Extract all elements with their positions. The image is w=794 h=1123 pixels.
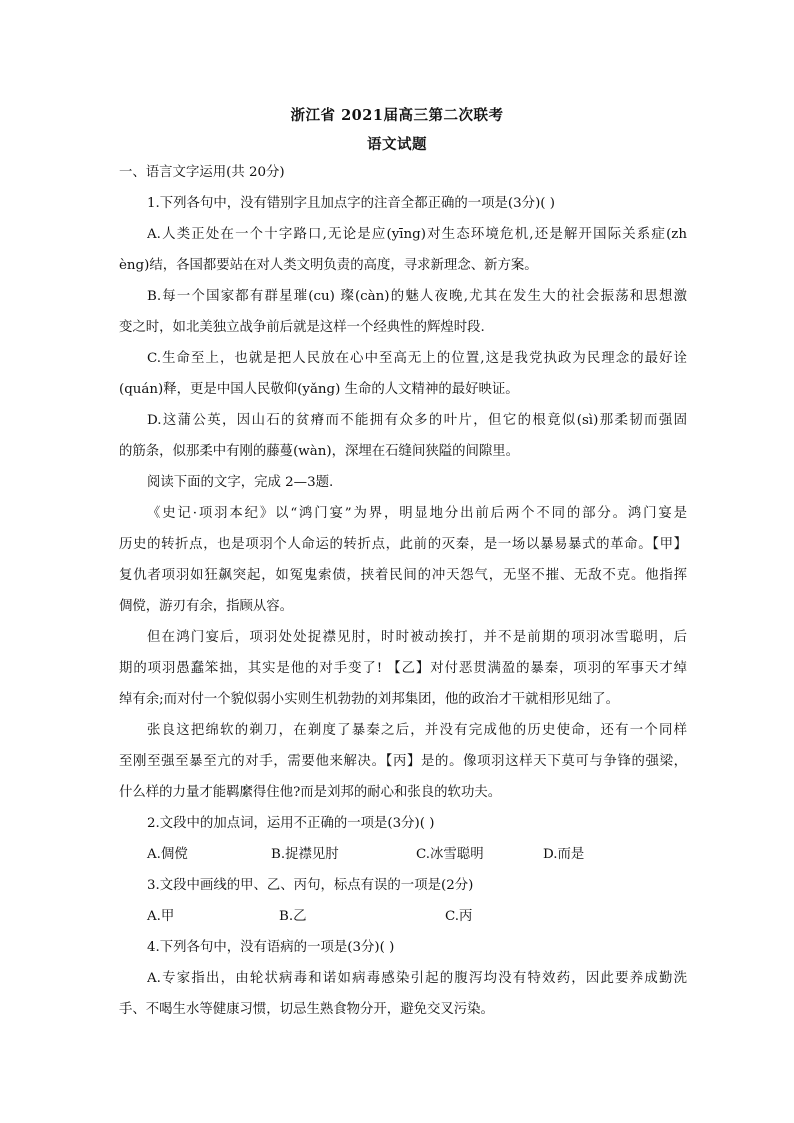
q2-stem: 2.文段中的加点词，运用不正确的一项是(3分)( ) <box>147 816 435 831</box>
q1-option-d-line2: 的筋条，似那柔中有刚的藤蔓(wàn)，深埋在石缝间狭隘的间隙里。 <box>119 444 520 459</box>
reading-p2-line3: 绰有余;而对付一个貌似弱小实则生机勃勃的刘邦集团，他的政治才干就相形见绌了。 <box>119 692 619 707</box>
q1-option-c-line2: (quán)释，更是中国人民敬仰(yǎng) 生命的人文精神的最好映证。 <box>119 382 519 397</box>
reading-p3-line1: 张良这把绵软的剃刀，在剃度了暴秦之后，并没有完成他的历史使命，还有一个同样 <box>147 723 687 738</box>
q1-option-d-line1: D.这蒲公英，因山石的贫瘠而不能拥有众多的叶片，但它的根竟似(sì)那柔韧而强固 <box>147 413 687 428</box>
q1-stem: 1.下列各句中，没有错别字且加点字的注音全都正确的一项是(3分)( ) <box>147 196 555 211</box>
q3-stem: 3.文段中画线的甲、乙、丙句，标点有误的一项是(2分) <box>147 878 474 893</box>
q1-option-c-line1: C.生命至上，也就是把人民放在心中至高无上的位置,这是我党执政为民理念的最好诠 <box>147 351 687 366</box>
q2-option-a[interactable]: A.倜傥 <box>147 847 188 862</box>
reading-p2-line1: 但在鸿门宴后，项羽处处捉襟见肘，时时被动挨打，并不是前期的项羽冰雪聪明，后 <box>147 630 687 645</box>
reading-p2-line2: 期的项羽愚蠢笨拙，其实是他的对手变了! 【乙】对付恶贯满盈的暴秦，项羽的军事天才绰 <box>119 661 687 676</box>
q1-option-b-line1: B.每一个国家都有群星璀(cu) 璨(càn)的魅人夜晚,尤其在发生大的社会振荡和思想激 <box>147 289 687 304</box>
exam-title: 浙江省 2021届高三第二次联考 <box>290 107 504 124</box>
reading-p1-line3: 复仇者项羽如狂飙突起，如冤鬼索债，挟着民间的冲天怨气，无坚不摧、无敌不克。他指挥 <box>119 568 687 583</box>
section-heading: 一、语言文字运用(共 20分) <box>119 165 285 180</box>
exam-subtitle: 语文试题 <box>367 136 427 153</box>
q4-option-a-line1: A.专家指出，由轮状病毒和诺如病毒感染引起的腹泻均没有特效药，因此要养成勤洗 <box>147 971 687 986</box>
q2-option-b[interactable]: B.捉襟见肘 <box>271 847 339 862</box>
q3-option-a[interactable]: A.甲 <box>147 909 175 924</box>
q3-option-c[interactable]: C.丙 <box>445 909 473 924</box>
reading-p1-line1: 《史记·项羽本纪》以“鸿门宴”为界，明显地分出前后两个不同的部分。鸿门宴是 <box>147 506 687 521</box>
q1-option-a-line2: èng)结，各国都要站在对人类文明负责的高度，寻求新理念、新方案。 <box>119 258 538 273</box>
reading-p1-line4: 倜傥，游刃有余，指顾从容。 <box>119 599 294 614</box>
q4-stem: 4.下列各句中，没有语病的一项是(3分)( ) <box>147 940 395 955</box>
reading-p3-line3: 什么样的力量才能羁縻得住他?而是刘邦的耐心和张良的软功夫。 <box>119 785 502 800</box>
reading-p3-line2: 至刚至强至暴至亢的对手，需要他来解决。【丙】是的。像项羽这样天下莫可与争锋的强梁， <box>119 754 687 769</box>
q2-option-d[interactable]: D.而是 <box>543 847 585 862</box>
q1-option-a-line1: A.人类正处在一个十字路口,无论是应(yīng)对生态环境危机,还是解开国际关系症(zh <box>147 227 687 242</box>
q2-option-c[interactable]: C.冰雪聪明 <box>416 847 484 862</box>
q4-option-a-line2: 手、不喝生水等健康习惯，切忌生熟食物分开，避免交叉污染。 <box>119 1002 494 1017</box>
reading-p1-line2: 历史的转折点，也是项羽个人命运的转折点，此前的灭秦，是一场以暴易暴式的革命。【甲】 <box>119 537 687 552</box>
reading-intro: 阅读下面的文字，完成 2—3题. <box>147 475 334 490</box>
q3-option-b[interactable]: B.乙 <box>279 909 307 924</box>
q1-option-b-line2: 变之时，如北美独立战争前后就是这样一个经典性的辉煌时段. <box>119 320 485 335</box>
